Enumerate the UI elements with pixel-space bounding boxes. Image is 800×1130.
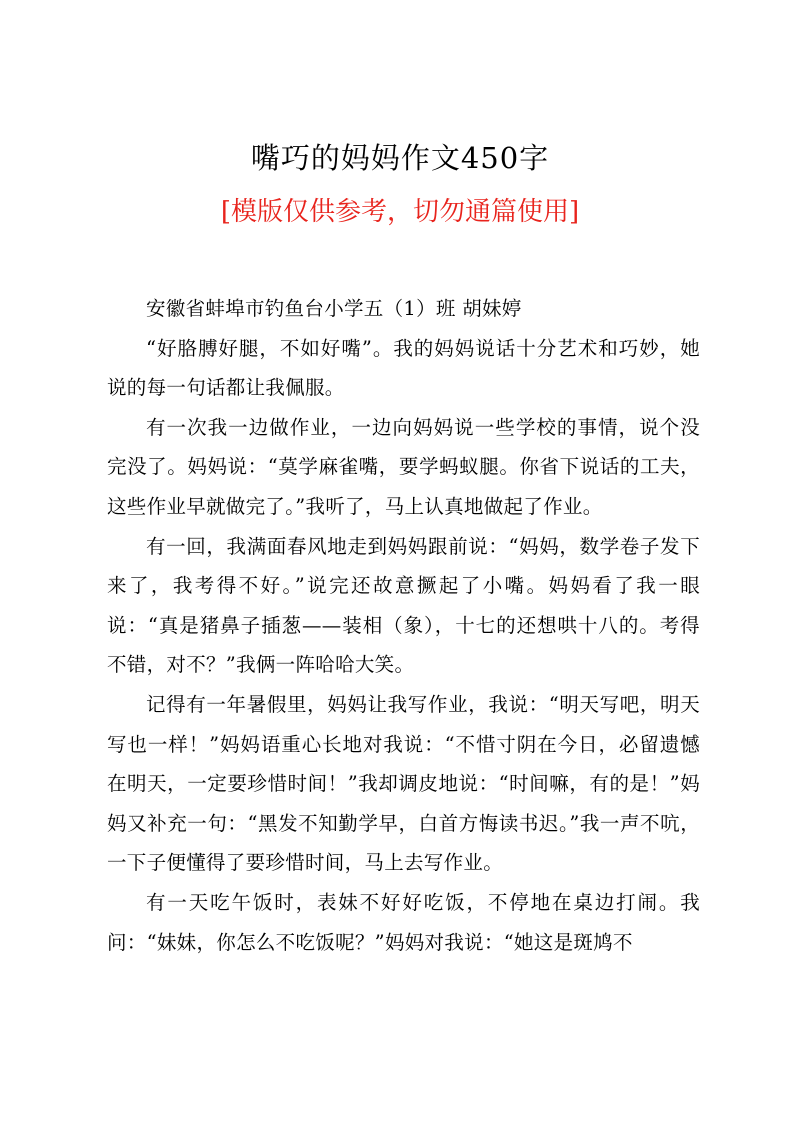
author-byline: 安徽省蚌埠市钓鱼台小学五（1）班 胡妹婷 [146, 297, 522, 320]
paragraph: 有一回，我满面春风地走到妈妈跟前说：“妈妈，数学卷子发下来了，我考得不好。”说完还故意撅起了小嘴。妈妈看了我一眼说：“真是猪鼻子插葱——装相（象），十七的还想哄十八的。考得不错，对不？”我俩一阵哈哈大笑。 [107, 534, 700, 677]
document-title: 嘴巧的妈妈作文450字 [250, 141, 550, 175]
paragraph: 有一次我一边做作业，一边向妈妈说一些学校的事情，说个没完没了。妈妈说：“莫学麻雀嘴，要学蚂蚁腿。你省下说话的工夫，这些作业早就做完了。”我听了，马上认真地做起了作业。 [107, 415, 700, 518]
paragraph: 有一天吃午饭时，表妹不好好吃饭，不停地在桌边打闹。我问：“妹妹，你怎么不吃饭呢？”妈妈对我说：“她这是斑鸠不 [107, 890, 700, 954]
template-notice: [模版仅供参考，切勿通篇使用] [220, 197, 580, 227]
essay-body [107, 289, 700, 962]
paragraph: 记得有一年暑假里，妈妈让我写作业，我说：“明天写吧，明天写也一样！”妈妈语重心长地对我说：“不惜寸阴在今日，必留遗憾在明天，一定要珍惜时间！”我却调皮地说：“时间嘛，有的是！”妈妈又补充一句：“黑发不知勤学早，白首方悔读书迟。”我一声不吭，一下子便懂得了要珍惜时间，马上去写作业。 [107, 692, 700, 875]
paragraph: “好胳膊好腿，不如好嘴”。我的妈妈说话十分艺术和巧妙，她说的每一句话都让我佩服。 [107, 336, 700, 400]
